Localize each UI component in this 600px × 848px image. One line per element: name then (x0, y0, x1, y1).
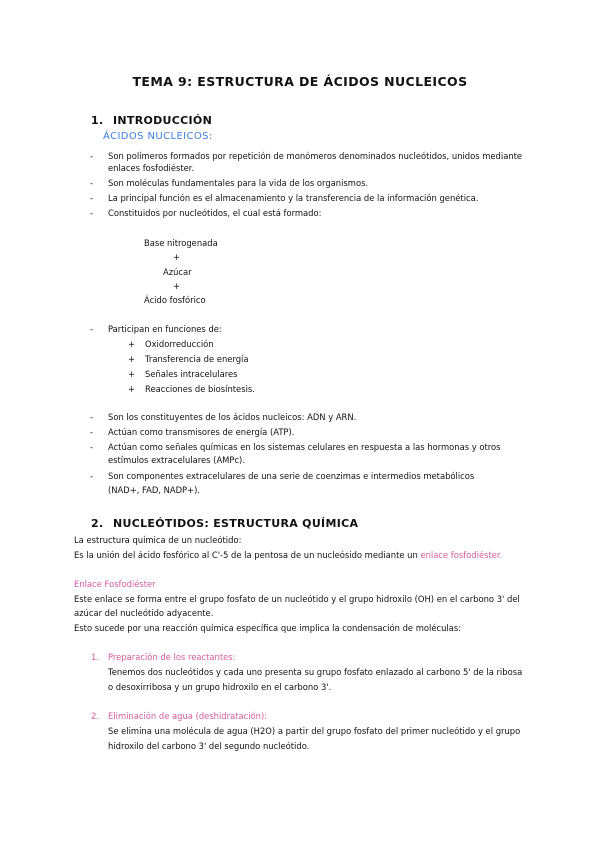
section-1-title: INTRODUCCIÓN (113, 114, 213, 127)
formula-plus-2: + (173, 281, 181, 291)
enlace-fosfodiester-link[interactable]: enlace fosfodiéster. (420, 550, 503, 560)
structure-line: La estructura química de un nucleótido: (74, 535, 242, 545)
list-item: - Actúan como señales químicas en los sistemas celulares en respuesta a las hormonas y otros (90, 442, 501, 452)
list-item: + Reacciones de biosíntesis. (128, 384, 255, 394)
step-2-number: 2. (91, 711, 99, 721)
section-1-number: 1. (91, 114, 104, 127)
list-item: + Señales intracelulares (128, 369, 238, 379)
enlace-para-line-1: Este enlace se forma entre el grupo fosfato de un nucleótido y el grupo hidroxilo (OH) en el carbono 3' del (74, 594, 520, 604)
step-1-text-1: Tenemos dos nucleótidos y cada uno presenta su grupo fosfato enlazado al carbono 5' de la ribosa (108, 667, 523, 677)
intro-bullet-list: - Son polímeros formados por repetición de monómeros denominados nucleótidos, unidos mediante enlaces fosfodiéster. - Son moléculas fundamentales para la vida de los organismos. - La principal función es el almacenamiento y la transferencia de la información genética. - Constituidos por nucleótidos, el cual está formado: (0, 150, 600, 222)
condensation-line: Esto sucede por una reacción química específica que implica la condensación de moléculas: (74, 623, 462, 633)
list-item: - Participan en funciones de: (90, 324, 222, 334)
list-item: - Son los constituyentes de los ácidos nucleicos: ADN y ARN. (90, 412, 357, 422)
list-item: - Son polímeros formados por repetición de monómeros denominados nucleótidos, unidos mediante (90, 151, 523, 161)
list-item: - Son moléculas fundamentales para la vida de los organismos. (90, 178, 369, 188)
union-line (74, 549, 502, 561)
list-item: + Oxidorreducción (128, 339, 214, 349)
union-line-text: Es la unión del ácido fosfórico al C'-5 de la pentosa de un nucleósido mediante un (74, 550, 421, 560)
functions-block (0, 323, 600, 398)
step-2-text-2: hidroxilo del carbono 3' del segundo nucleótido. (108, 741, 310, 751)
section-1-heading (91, 115, 212, 127)
formula-plus-1: + (173, 252, 181, 262)
formula-acido: Ácido fosfórico (144, 295, 206, 305)
enlace-subheading: Enlace Fosfodiéster (74, 579, 156, 589)
acidos-nucleicos-subheading: ÁCIDOS NUCLEICOS: (103, 131, 213, 142)
roles-bullet-list: - Son los constituyentes de los ácidos nucleicos: ADN y ARN. - Actúan como transmisores de energía (ATP). - Actúan como señales químicas en los sistemas celulares en respuesta a las hormonas y otros estímulos extracelulares (AMPc). - Son componentes extracelulares de una serie de coenzimas e intermedios metabólicos (NAD+, FAD, NADP+). (0, 411, 600, 498)
list-item: + Transferencia de energía (128, 354, 249, 364)
section-2-heading (91, 518, 358, 530)
list-item: - La principal función es el almacenamiento y la transferencia de la información genética. (90, 193, 479, 203)
page-title: TEMA 9: ESTRUCTURA DE ÁCIDOS NUCLEICOS (132, 74, 468, 89)
section-2-number: 2. (91, 517, 104, 530)
list-item: - Constituidos por nucleótidos, el cual está formado: (90, 208, 322, 218)
enlace-para-line-2: azúcar del nucleótido adyacente. (74, 608, 214, 618)
list-item: - Actúan como transmisores de energía (ATP). (90, 427, 295, 437)
list-item: - Son componentes extracelulares de una serie de coenzimas e intermedios metabólicos (90, 471, 475, 481)
step-2-title: Eliminación de agua (deshidratación): (108, 711, 268, 721)
step-1-number: 1. (91, 652, 99, 662)
step-1-title: Preparación de los reactantes: (108, 652, 236, 662)
formula-azucar: Azúcar (163, 267, 192, 277)
step-2-text-1: Se elimina una molécula de agua (H2O) a partir del grupo fosfato del primer nucleótido y el grupo (108, 726, 521, 736)
step-1-text-2: o desoxirribosa y un grupo hidroxilo en el carbono 3'. (108, 682, 332, 692)
section-2-title: NUCLEÓTIDOS: ESTRUCTURA QUÍMICA (113, 517, 359, 530)
formula-base: Base nitrogenada (144, 238, 218, 248)
